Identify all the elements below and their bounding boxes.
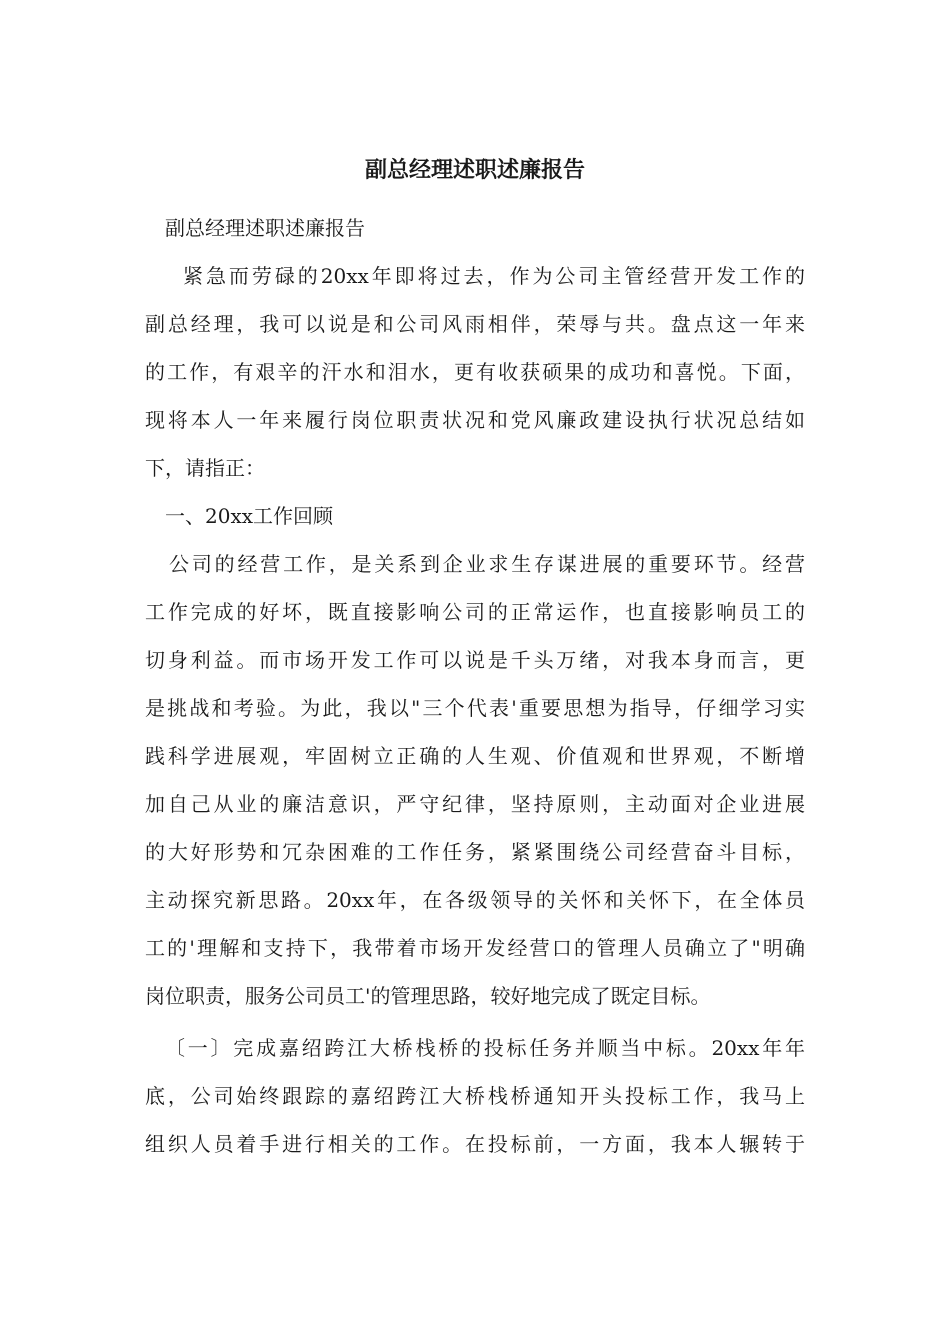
paragraph-line: 岗位职责，服务公司员工'的管理思路，较好地完成了既定目标。	[145, 984, 711, 1008]
paragraph-line: 紧急而劳碌的20xx年即将过去，作为公司主管经营开发工作的	[183, 264, 805, 288]
paragraph-line: 主动探究新思路。20xx年，在各级领导的关怀和关怀下，在全体员	[145, 888, 805, 912]
paragraph-line: 加自己从业的廉洁意识，严守纪律，坚持原则，主动面对企业进展	[145, 792, 805, 816]
paragraph-line: 的工作，有艰辛的汗水和泪水，更有收获硕果的成功和喜悦。下面，	[145, 360, 805, 384]
document-title: 副总经理述职述廉报告	[364, 157, 585, 183]
document-body	[145, 204, 805, 1168]
document-subtitle: 副总经理述职述廉报告	[165, 216, 365, 240]
paragraph-line: 现将本人一年来履行岗位职责状况和党风廉政建设执行状况总结如	[145, 408, 805, 432]
paragraph-bridge-tender	[145, 1024, 805, 1168]
section-heading-work-review	[145, 492, 805, 540]
paragraph-line: 的大好形势和冗杂困难的工作任务，紧紧围绕公司经营奋斗目标，	[145, 840, 805, 864]
paragraph-line: 切身利益。而市场开发工作可以说是千头万绪，对我本身而言，更	[145, 648, 805, 672]
paragraph-line: 〔一〕完成嘉绍跨江大桥栈桥的投标任务并顺当中标。20xx年年	[165, 1036, 805, 1060]
paragraph-line: 下，请指正：	[145, 456, 265, 480]
paragraph-line: 底，公司始终跟踪的嘉绍跨江大桥栈桥通知开头投标工作，我马上	[145, 1084, 805, 1108]
paragraph-line: 副总经理，我可以说是和公司风雨相伴，荣辱与共。盘点这一年来	[145, 312, 805, 336]
paragraph-line: 组织人员着手进行相关的工作。在投标前，一方面，我本人辗转于	[145, 1132, 805, 1156]
section-heading: 一、20xx工作回顾	[165, 504, 334, 528]
paragraph-intro	[145, 252, 805, 492]
paragraph-line: 工作完成的好坏，既直接影响公司的正常运作，也直接影响员工的	[145, 600, 805, 624]
paragraph-operations	[145, 540, 805, 1020]
paragraph-line: 公司的经营工作，是关系到企业求生存谋进展的重要环节。经营	[169, 552, 805, 576]
paragraph-line: 工的'理解和支持下，我带着市场开发经营口的管理人员确立了"明确	[145, 936, 805, 960]
paragraph-line: 是挑战和考验。为此，我以"三个代表'重要思想为指导，仔细学习实	[145, 696, 805, 720]
paragraph-line: 践科学进展观，牢固树立正确的人生观、价值观和世界观，不断增	[145, 744, 805, 768]
